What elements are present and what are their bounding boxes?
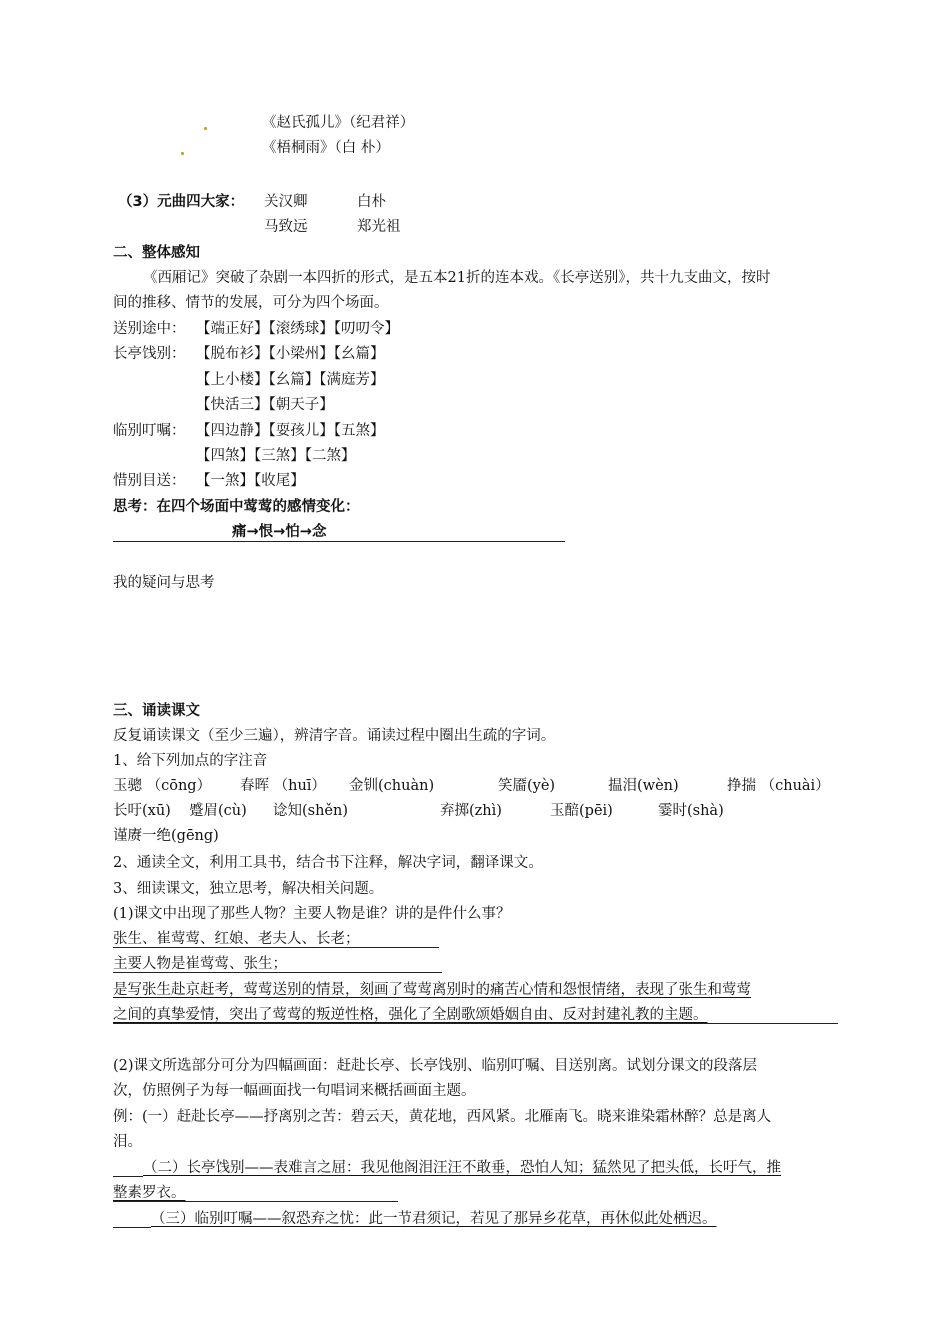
answer-underline <box>113 1227 151 1228</box>
pinyin-item: 挣揣 （chuài） <box>727 778 830 794</box>
paragraph-line: 间的推移、情节的发展，可分为四个场面。 <box>113 295 389 311</box>
question-1: 1、给下列加点的字注音 <box>113 753 268 769</box>
sub-question-1: (1)课文中出现了那些人物？主要人物是谁？讲的是件什么事？ <box>113 906 511 922</box>
yuanqu-name: 白朴 <box>357 194 386 210</box>
answer-line: （三）临别叮嘱——叙恐弃之忧：此一节君须记，若见了那异乡花草，再休似此处栖迟。 <box>151 1211 717 1227</box>
scene-songs: 【脱布衫】【小梁州】【幺篇】 <box>196 346 385 362</box>
answer-line: 主要人物是崔莺莺、张生； <box>113 956 287 972</box>
answer-line: 之间的真挚爱情，突出了莺莺的叛逆性格，强化了全剧歌颂婚姻自由、反对封建礼教的主题。 <box>113 1007 708 1023</box>
scene-label: 送别途中： <box>113 321 186 337</box>
pinyin-item: 揾泪(wèn) <box>608 778 679 794</box>
answer-underline <box>113 541 565 542</box>
answer-underline <box>113 1176 143 1177</box>
scene-songs: 【四煞】【三煞】【二煞】 <box>196 448 356 464</box>
answer-underline <box>113 1023 838 1024</box>
my-questions-label: 我的疑问与思考 <box>113 575 215 591</box>
section-heading: 三、诵读课文 <box>113 703 200 719</box>
pinyin-item: 笑靥(yè) <box>498 778 556 794</box>
answer-underline <box>113 972 442 973</box>
pinyin-item: 玉骢 （cōng） <box>113 778 212 794</box>
answer-line: 是写张生赴京赶考，莺莺送别的情景，刻画了莺莺离别时的痛苦心情和怨恨情绪，表现了张生和莺莺 <box>113 982 751 998</box>
answer-underline <box>113 1201 398 1202</box>
yuanqu-name: 马致远 <box>264 219 308 235</box>
pinyin-item: 谂知(shěn) <box>273 803 349 819</box>
pinyin-item: 谨赓一绝(gēng) <box>113 828 219 844</box>
scene-label: 惜别目送： <box>113 473 186 489</box>
stray-mark <box>204 127 207 130</box>
paragraph-line: 反复诵读课文（至少三遍），辨清字音。诵读过程中圈出生疏的字词。 <box>113 728 556 744</box>
answer-line: 整素罗衣。 <box>113 1185 186 1201</box>
scene-label: 临别叮嘱： <box>113 423 186 439</box>
emotion-answer: 痛→恨→怕→念 <box>232 524 327 540</box>
pinyin-item: 金钏(chuàn) <box>349 778 435 794</box>
scene-songs: 【端正好】【滚绣球】【叨叨令】 <box>196 321 399 337</box>
work-item: 《梧桐雨》（白 朴） <box>262 140 390 156</box>
section-heading: 二、整体感知 <box>113 245 200 261</box>
scene-songs: 【一煞】【收尾】 <box>196 473 305 489</box>
pinyin-item: 春晖 （huī） <box>240 778 326 794</box>
answer-line: （二）长亭饯别——表难言之屈：我见他阁泪汪汪不敢垂，恐怕人知；猛然见了把头低，长吁气，推 <box>143 1160 781 1176</box>
yuanqu-name: 关汉卿 <box>264 194 308 210</box>
pinyin-item: 玉醅(pēi) <box>550 803 613 819</box>
scene-label: 长亭饯别： <box>113 346 186 362</box>
scene-songs: 【快活三】【朝天子】 <box>196 397 334 413</box>
pinyin-item: 弃掷(zhì) <box>440 803 502 819</box>
example-line: 例：(一）赶赴长亭——抒离别之苦：碧云天，黄花地，西风紧。北雁南飞。晓来谁染霜林醉？总是离人 <box>113 1109 772 1125</box>
answer-underline <box>113 947 439 948</box>
yuanqu-name: 郑光祖 <box>357 219 401 235</box>
pinyin-item: 蹙眉(cù) <box>189 803 247 819</box>
sub-question-2: 次，仿照例子为每一幅画面找一句唱词来概括画面主题。 <box>113 1083 476 1099</box>
yuanqu-label: （3）元曲四大家： <box>118 194 245 210</box>
stray-mark <box>181 152 184 155</box>
think-question: 思考：在四个场面中莺莺的感情变化： <box>113 499 360 515</box>
pinyin-item: 霎时(shà) <box>658 803 724 819</box>
example-line: 泪。 <box>113 1134 142 1150</box>
scene-songs: 【四边静】【耍孩儿】【五煞】 <box>196 423 385 439</box>
question-3: 3、细读课文，独立思考，解决相关问题。 <box>113 881 384 897</box>
question-2: 2、通读全文，利用工具书，结合书下注释，解决字词，翻译课文。 <box>113 855 543 871</box>
scene-songs: 【上小楼】【幺篇】【满庭芳】 <box>196 372 385 388</box>
work-item: 《赵氏孤儿》（纪君祥） <box>262 115 415 131</box>
answer-line: 张生、崔莺莺、红娘、老夫人、长老； <box>113 931 360 947</box>
paragraph-line: 《西厢记》突破了杂剧一本四折的形式，是五本21折的连本戏。《长亭送别》，共十九支曲文，按时 <box>143 270 771 286</box>
sub-question-2: (2)课文所选部分可分为四幅画面：赶赴长亭、长亭饯别、临别叮嘱、目送别离。试划分课文的段落层 <box>113 1058 758 1074</box>
pinyin-item: 长吁(xū) <box>113 803 171 819</box>
